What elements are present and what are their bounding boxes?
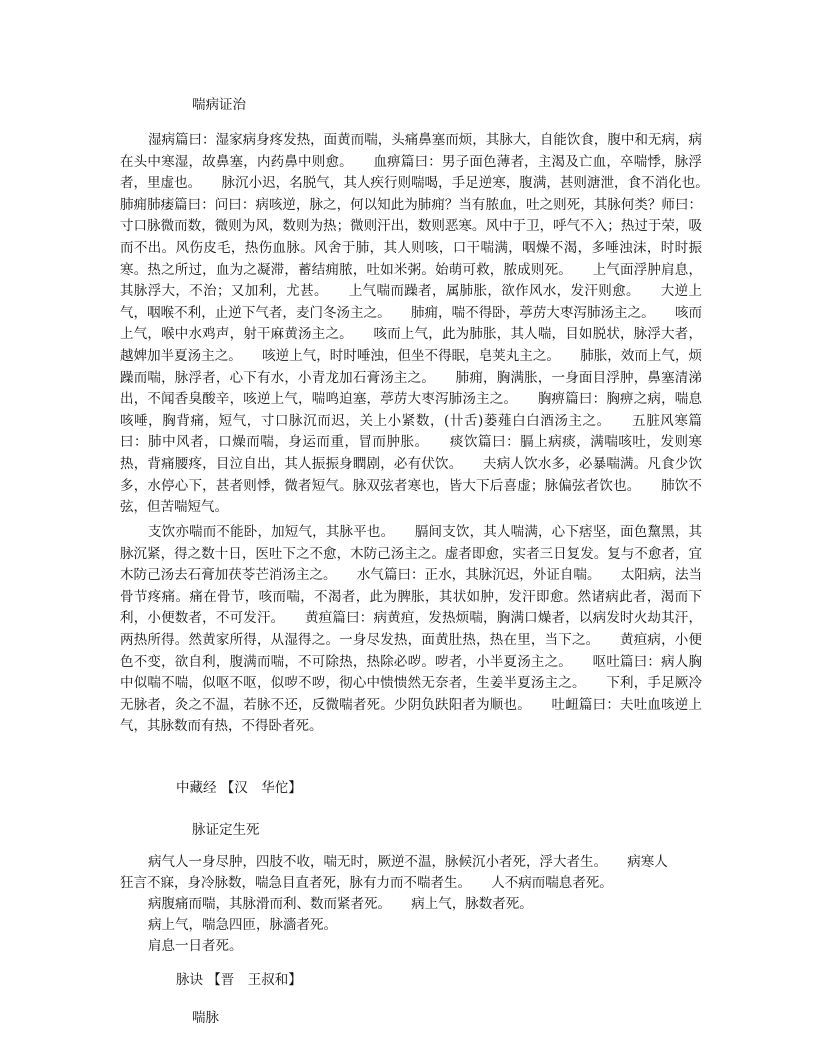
source-zhongzangjing: 中藏经 【汉 华佗】 <box>176 780 302 796</box>
source-maijue: 脉诀 【晋 王叔和】 <box>176 972 302 988</box>
section-title-chuan-mai: 喘脉 <box>192 1010 219 1026</box>
paragraph-jingui-excerpts-continued: 支饮亦喘而不能卧，加短气，其脉平也。 膈间支饮，其人喘满，心下痞坚，面色黧黑，其脉沉紧，得之数十日，医吐下之不愈，木防己汤主之。虚者即愈，实者三日复发。复与不愈者，宜木防己汤去石膏加茯苓芒消汤主之。 水气篇曰：正水，其脉沉迟，外证自喘。 太阳病，法当骨节疼痛。痛在骨节，咳而喘，不渴者，此为脾胀，其状如肿，发汗即愈。然诸病此者，渴而下利，小便数者，不可发汗。 黄疸篇曰：病黄疸，发热烦喘，胸满口燥者，以病发时火劫其汗，两热所得。然黄家所得，从湿得之。一身尽发热，面黄肚热，热在里，当下之。 黄疸病，小便色不变，欲自利，腹满而喘，不可除热，热除必哕。哕者，小半夏汤主之。 呕吐篇曰：病人胸中似喘不喘，似呕不呕，似哕不哕，彻心中愦愦然无奈者，生姜半夏汤主之。 下利，手足厥冷无脉者，灸之不温，若脉不还，反微喘者死。少阴负趺阳者为顺也。 吐衄篇曰：夫吐血咳逆上气，其脉数而有热，不得卧者死。 <box>120 524 702 735</box>
text-line: 狂言不寐，身冷脉数，喘急目直者死，脉有力而不喘者生。 人不病而喘息者死。 <box>120 875 613 891</box>
text-line: 病上气，喘急四匝，脉濇者死。 <box>148 917 337 933</box>
section-title-chuan-bing-zheng-zhi: 喘病证治 <box>192 97 246 113</box>
section-title-mai-zheng-ding-sheng-si: 脉证定生死 <box>192 822 260 838</box>
text-line: 病腹痛而喘，其脉滑而利、数而紧者死。 病上气，脉数者死。 <box>148 896 533 912</box>
text-line: 病气人一身尽肿，四肢不收，喘无时，厥逆不温，脉候沉小者死，浮大者生。 病寒人 <box>148 854 668 870</box>
paragraph-jingui-excerpts: 湿病篇曰：湿家病身疼发热，面黄而喘，头痛鼻塞而烦，其脉大，自能饮食，腹中和无病，病在头中寒湿，故鼻塞，内药鼻中则愈。 血痹篇曰：男子面色薄者，主渴及亡血，卒喘悸，脉浮者，里虚也。 脉沉小迟，名脱气，其人疾行则喘喝，手足逆寒，腹满，甚则溏泄，食不消化也。 肺痈肺痿篇曰：问曰：病咳逆，脉之，何以知此为肺痈？当有脓血，吐之则死，其脉何类？师曰：寸口脉微而数，微则为风，数则为热；微则汗出，数则恶寒。风中于卫，呼气不入；热过于荣，吸而不出。风伤皮毛，热伤血脉。风舍于肺，其人则咳，口干喘满，咽燥不渴，多唾浊沫，时时振寒。热之所过，血为之凝滞，蓄结痈脓，吐如米粥。始萌可救，脓成则死。 上气面浮肿肩息，其脉浮大，不治；又加利，尤甚。 上气喘而躁者，属肺胀，欲作风水，发汗则愈。 大逆上气，咽喉不利，止逆下气者，麦门冬汤主之。 肺痈，喘不得卧，葶苈大枣泻肺汤主之。 咳而上气，喉中水鸡声，射干麻黄汤主之。 咳而上气，此为肺胀，其人喘，目如脱状，脉浮大者，越婢加半夏汤主之。 咳逆上气，时时唾浊，但坐不得眠，皂荚丸主之。 肺胀，效而上气，烦躁而喘，脉浮者，心下有水，小青龙加石膏汤主之。 肺痈，胸满胀，一身面目浮肿，鼻塞清涕出，不闻香臭酸辛，咳逆上气，喘鸣迫塞，葶苈大枣泻肺汤主之。 胸痹篇曰：胸痹之病，喘息咳唾，胸背痛，短气，寸口脉沉而迟，关上小紧数，(卄舌)蒌薤白白酒汤主之。 五脏风寒篇曰：肺中风者，口燥而喘，身运而重，冒而肿胀。 痰饮篇曰：膈上病痰，满喘咳吐，发则寒热，背痛腰疼，目泣自出，其人振振身瞤剧，必有伏饮。 夫病人饮水多，必暴喘满。凡食少饮多，水停心下，甚者则悸，微者短气。脉双弦者寒也，皆大下后喜虚；脉偏弦者饮也。 肺饮不弦，但苦喘短气。 <box>120 132 729 516</box>
text-line: 肩息一日者死。 <box>148 938 243 954</box>
